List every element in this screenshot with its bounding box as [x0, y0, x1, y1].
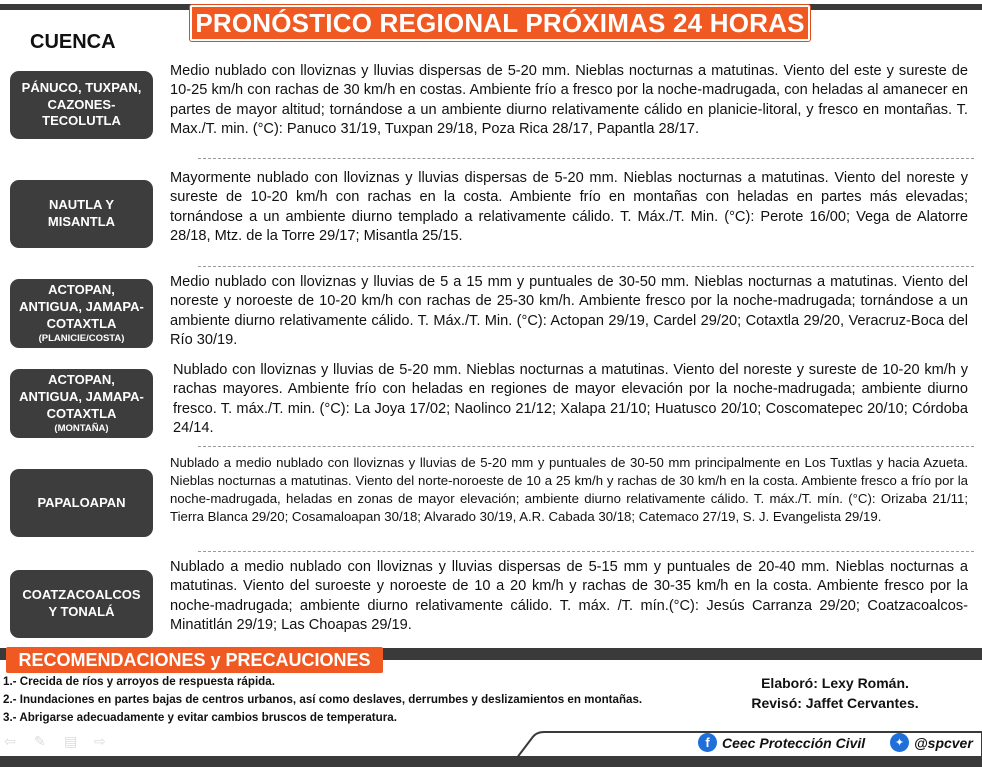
region-label-line: MISANTLA — [47, 214, 116, 229]
twitter-icon: ✦ — [890, 733, 909, 752]
pen-icon[interactable]: ✎ — [34, 733, 46, 749]
region-label-line: ACTOPAN, — [48, 371, 115, 387]
twitter-handle: @spcver — [914, 734, 973, 751]
section-heading: CUENCA — [30, 31, 116, 53]
nav-icons — [4, 733, 114, 749]
region-label-line: PAPALOAPAN — [37, 494, 126, 510]
region-label-line: NAUTLA Y — [49, 197, 114, 213]
forward-arrow-icon[interactable]: ⇨ — [94, 733, 106, 749]
region-label-line: ACTOPAN, — [48, 281, 115, 297]
facebook-link[interactable] — [698, 733, 865, 752]
divider — [198, 158, 974, 159]
title-banner — [190, 5, 810, 41]
recommendations-banner — [6, 647, 383, 673]
region-label-line: COTAXTLA — [46, 315, 117, 331]
recommendations-title: RECOMENDACIONES y PRECAUCIONES — [18, 649, 371, 670]
recommendation-item: 1.- Crecida de ríos y arroyos de respuesta rápida. — [3, 675, 275, 688]
region-label-papaloapan — [10, 469, 153, 537]
region-label-actopan-planicie — [10, 279, 153, 348]
region-forecast-actopan-planicie: Medio nublado con lloviznas y lluvias de 5 a 15 mm y puntuales de 30-50 mm. Nieblas nocturnas a matutinas. Viento del noreste y noroeste de 10-20 km/h con rachas de 25-30 km/h. Ambiente fresco por la noche-madrugada; tornándose a un ambiente diurno relativamente cálido. T. Máx./T. Min. (°C): Actopan 29/19, Cardel 29/20; Cotaxtla 29/20, Veracruz-Boca del Río 30/19. — [170, 274, 968, 349]
page-title: PRONÓSTICO REGIONAL PRÓXIMAS 24 HORAS — [195, 7, 805, 38]
region-label-sub: (MONTAÑA) — [54, 422, 109, 434]
facebook-icon: f — [698, 733, 717, 752]
divider — [198, 446, 974, 447]
region-label-line: CAZONES- — [47, 96, 116, 112]
facebook-handle: Ceec Protección Civil — [722, 734, 866, 751]
divider — [198, 266, 974, 267]
credits — [730, 673, 940, 714]
back-arrow-icon[interactable]: ⇦ — [4, 733, 16, 749]
region-label-nautla — [10, 180, 153, 248]
credit-reviso: Revisó: Jaffet Cervantes. — [751, 695, 919, 712]
region-label-line: Y TONALÁ — [48, 604, 115, 619]
divider — [198, 551, 974, 552]
region-label-line: TECOLUTLA — [42, 113, 121, 129]
region-forecast-coatzacoalcos: Nublado a medio nublado con lloviznas y lluvias dispersas de 5-15 mm y puntuales de 20-40 mm. Nieblas nocturnas a matutinas. Viento del suroeste y noroeste de 10 a 20 km/h y rachas de 30-35 km/h en la costa. Ambiente fresco por la noche-madrugada; ambiente diurno relativamente cálido. T. máx. /T. mín.(°C): Jesús Carranza 29/20; Coatzacoalcos-Minatitlán 29/19; Las Choapas 29/19. — [170, 559, 968, 634]
region-label-coatzacoalcos — [10, 570, 153, 638]
region-forecast-panuco: Medio nublado con lloviznas y lluvias dispersas de 5-20 mm. Nieblas nocturnas a matutinas. Viento del este y sureste de 10-25 km/h con rachas de 30 km/h en costas. Ambiente frío a fresco por la noche-madrugada, con heladas al amanecer en partes de mayor altitud; tornándose a un ambiente diurno relativamente cálido en planicie-litoral, y fresco en montañas. T. Max./T. min. (°C): Panuco 31/19, Tuxpan 29/18, Poza Rica 28/17, Papantla 28/17. — [170, 63, 968, 138]
region-forecast-nautla: Mayormente nublado con lloviznas y lluvias dispersas de 5-20 mm. Nieblas nocturnas a matutinas. Viento del noreste y sureste de 10-20 km/h con rachas en la costa. Ambiente frío en montañas con heladas en partes más elevadas; tornándose a un ambiente diurno templado a relativamente cálido. T. Máx./T. Min. (°C): Perote 16/00; Vega de Alatorre 28/18, Mtz. de la Torre 29/17; Misantla 25/15. — [170, 170, 968, 245]
recommendation-item: 3.- Abrigarse adecuadamente y evitar cambios bruscos de temperatura. — [3, 710, 397, 724]
region-label-sub: (PLANICIE/COSTA) — [38, 332, 125, 344]
region-forecast-papaloapan: Nublado a medio nublado con lloviznas y lluvias de 5-20 mm y puntuales de 30-50 mm principalmente en Los Tuxtlas y hacia Azueta. Nieblas nocturnas a matutinas. Viento del norte-noroeste de 10 a 25 km/h y rachas de 30 km/h en la costa. Ambiente fresco a frío por la noche-madrugada, heladas en zonas de mayor elevación; ambiente diurno relativamente cálido. T. máx./T. mín. (°C): Orizaba 21/11; Tierra Blanca 29/20; Cosamaloapan 30/18; Alvarado 30/19, A.R. Cabada 30/18; Catemaco 27/19, S. J. Evangelista 29/19. — [170, 455, 968, 525]
bottom-stripe — [0, 756, 982, 767]
region-forecast-actopan-montana: Nublado con lloviznas y lluvias de 5-20 mm. Nieblas nocturnas a matutinas. Viento del noreste y sureste de 10-20 km/h y rachas mayores. Ambiente frío con heladas en regiones de mayor elevación por la noche-madrugada; ambiente diurno fresco. T. máx./T. min. (°C): La Joya 17/02; Naolinco 21/12; Xalapa 21/10; Huatusco 20/10; Coscomatepec 20/10; Córdoba 24/14. — [173, 362, 968, 437]
region-label-actopan-montana — [10, 369, 153, 438]
region-label-line: ANTIGUA, JAMAPA- — [19, 298, 144, 314]
recommendation-item: 2.- Inundaciones en partes bajas de centros urbanos, así como deslaves, derrumbes y deslizamientos en montañas. — [3, 692, 643, 706]
region-label-panuco — [10, 71, 153, 139]
menu-icon[interactable]: ▤ — [64, 733, 78, 749]
region-label-line: COTAXTLA — [46, 405, 117, 421]
twitter-link[interactable] — [890, 733, 973, 752]
region-label-line: PÁNUCO, TUXPAN, — [21, 79, 142, 95]
credit-elaboro: Elaboró: Lexy Román. — [761, 675, 909, 691]
region-label-line: ANTIGUA, JAMAPA- — [19, 388, 144, 404]
region-label-line: COATZACOALCOS — [22, 587, 141, 603]
